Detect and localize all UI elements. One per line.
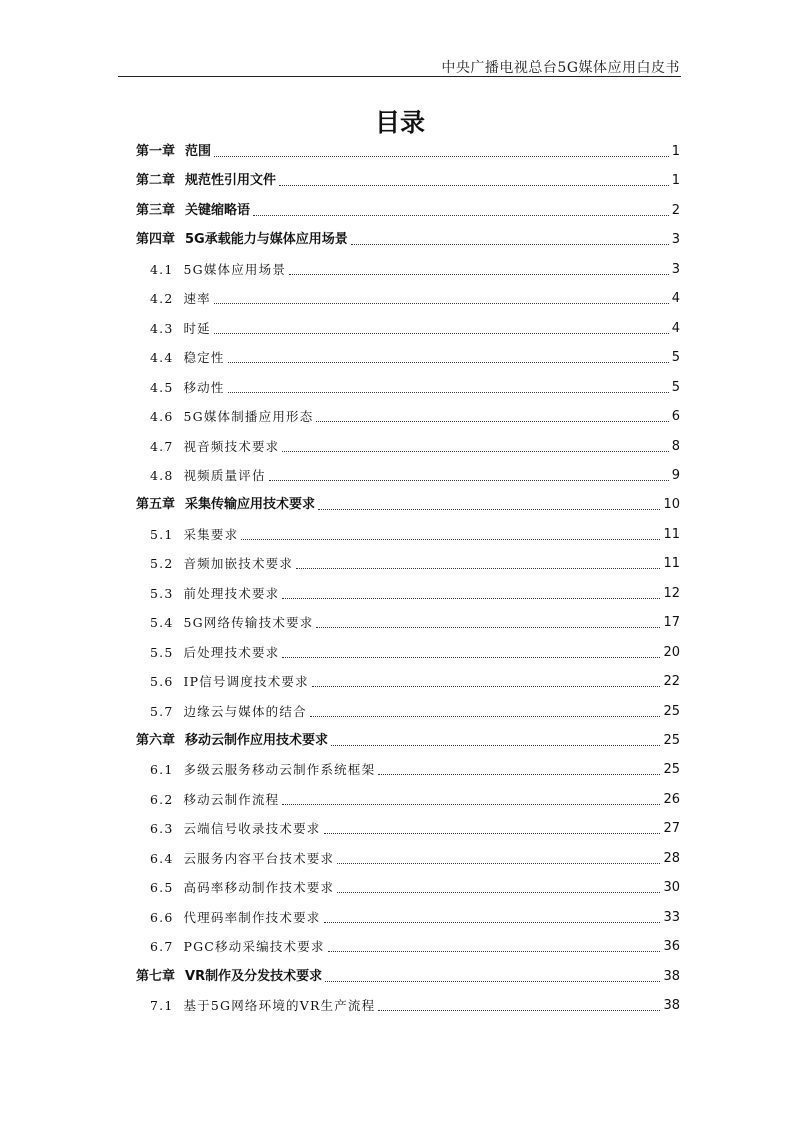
dot-leader xyxy=(289,274,669,275)
toc-entry-label: 视音频技术要求 xyxy=(183,438,280,454)
toc-entry-number: 4.6 xyxy=(150,409,174,425)
toc-entry[interactable] xyxy=(150,376,680,396)
toc-entry-page: 1 xyxy=(671,173,680,189)
toc-entry-page: 30 xyxy=(663,880,680,896)
toc-entry-page: 2 xyxy=(671,202,680,218)
toc-entry-number: 第三章 xyxy=(136,202,176,218)
toc-entry-label: 速率 xyxy=(183,291,211,307)
dot-leader xyxy=(324,922,661,923)
toc-entry-number: 5.3 xyxy=(150,585,174,601)
toc-entry-label: 多级云服务移动云制作系统框架 xyxy=(183,762,376,778)
toc-entry-label: PGC移动采编技术要求 xyxy=(183,939,325,955)
toc-entry-number: 4.5 xyxy=(150,379,174,395)
toc-entry-number: 6.5 xyxy=(150,880,174,896)
dot-leader xyxy=(325,981,660,982)
dot-leader xyxy=(328,951,661,952)
toc-entry[interactable] xyxy=(150,464,680,484)
toc-entry-label: 5G媒体应用场景 xyxy=(183,261,287,277)
toc-entry-label: 移动性 xyxy=(183,379,225,395)
toc-entry-page: 11 xyxy=(663,526,680,542)
toc-entry-number: 5.6 xyxy=(150,674,174,690)
dot-leader xyxy=(316,421,668,422)
toc-entry[interactable] xyxy=(150,788,680,808)
toc-entry[interactable] xyxy=(136,729,680,749)
toc-entry-label: 音频加嵌技术要求 xyxy=(183,556,294,572)
toc-entry[interactable] xyxy=(150,435,680,455)
toc-entry-number: 7.1 xyxy=(150,998,174,1014)
toc-entry-page: 36 xyxy=(663,939,680,955)
toc-entry-label: 视频质量评估 xyxy=(183,467,266,483)
toc-entry-number: 第二章 xyxy=(136,173,176,189)
toc-entry-page: 5 xyxy=(671,379,680,395)
toc-entry-number: 5.4 xyxy=(150,615,174,631)
toc-entry-page: 25 xyxy=(663,703,680,719)
dot-leader xyxy=(296,568,660,569)
toc-entry[interactable] xyxy=(150,346,680,366)
toc-entry-label: 基于5G网络环境的VR生产流程 xyxy=(183,998,376,1014)
toc-entry-page: 20 xyxy=(663,644,680,660)
toc-entry[interactable] xyxy=(150,670,680,690)
toc-entry-page: 10 xyxy=(663,497,680,513)
toc-entry-number: 4.8 xyxy=(150,467,174,483)
dot-leader xyxy=(282,804,660,805)
toc-entry-label: 规范性引用文件 xyxy=(185,173,277,189)
toc-entry-page: 5 xyxy=(671,350,680,366)
toc-entry-page: 4 xyxy=(671,320,680,336)
toc-entry-page: 12 xyxy=(663,585,680,601)
toc-entry-page: 22 xyxy=(663,674,680,690)
toc-entry[interactable] xyxy=(150,405,680,425)
toc-entry-page: 6 xyxy=(671,409,680,425)
toc-entry-number: 6.4 xyxy=(150,850,174,866)
toc-entry-label: VR制作及分发技术要求 xyxy=(185,968,323,984)
toc-entry-number: 第一章 xyxy=(136,144,176,159)
dot-leader xyxy=(331,745,660,746)
dot-leader xyxy=(318,509,660,510)
toc-entry[interactable] xyxy=(150,582,680,602)
toc-entry-label: 云端信号收录技术要求 xyxy=(183,821,321,837)
dot-leader xyxy=(228,392,669,393)
toc-entry-number: 第六章 xyxy=(136,733,176,748)
toc-entry-number: 4.4 xyxy=(150,350,174,366)
dot-leader xyxy=(241,539,660,540)
toc-entry-page: 4 xyxy=(671,291,680,307)
toc-entry-page: 33 xyxy=(663,909,680,925)
toc-entry-number: 4.2 xyxy=(150,291,174,307)
toc-entry-label: 关键缩略语 xyxy=(185,202,251,218)
toc-entry-label: IP信号调度技术要求 xyxy=(183,674,309,690)
toc-entry[interactable] xyxy=(150,758,680,778)
dot-leader xyxy=(351,244,669,245)
dot-leader xyxy=(378,774,660,775)
dot-leader xyxy=(337,863,660,864)
toc-entry-number: 4.7 xyxy=(150,438,174,454)
toc-entry-label: 采集传输应用技术要求 xyxy=(185,497,316,513)
dot-leader xyxy=(282,451,668,452)
toc-entry-page: 38 xyxy=(663,968,680,984)
toc-entry-number: 6.1 xyxy=(150,762,174,778)
toc-entry-number: 6.7 xyxy=(150,939,174,955)
toc-entry[interactable] xyxy=(150,876,680,896)
toc-entry-page: 9 xyxy=(671,467,680,483)
dot-leader xyxy=(279,185,669,186)
toc-entry-page: 8 xyxy=(671,438,680,454)
dot-leader xyxy=(269,480,669,481)
toc-entry-page: 26 xyxy=(663,791,680,807)
toc-entry[interactable] xyxy=(150,552,680,572)
dot-leader xyxy=(282,598,660,599)
toc-entry-number: 5.5 xyxy=(150,644,174,660)
toc-entry-page: 25 xyxy=(663,762,680,778)
toc-entry[interactable] xyxy=(150,641,680,661)
toc-entry-label: 移动云制作应用技术要求 xyxy=(185,733,329,748)
dot-leader xyxy=(310,716,661,717)
toc-entry[interactable] xyxy=(136,199,680,219)
toc-entry-page: 25 xyxy=(663,733,680,748)
running-header: 中央广播电视总台5G媒体应用白皮书 xyxy=(441,60,680,76)
toc-entry[interactable] xyxy=(136,169,680,189)
toc-entry-page: 3 xyxy=(671,261,680,277)
toc-entry-label: 前处理技术要求 xyxy=(183,585,280,601)
toc-entry-label: 采集要求 xyxy=(183,526,239,542)
toc-entry-label: 稳定性 xyxy=(183,350,225,366)
toc-entry-number: 6.2 xyxy=(150,791,174,807)
dot-leader xyxy=(378,1010,660,1011)
toc-entry-label: 5G网络传输技术要求 xyxy=(183,615,314,631)
toc-entry[interactable] xyxy=(150,258,680,278)
toc-entry[interactable] xyxy=(150,611,680,631)
dot-leader xyxy=(316,627,660,628)
toc-entry-label: 范围 xyxy=(185,144,212,159)
toc-entry[interactable] xyxy=(150,287,680,307)
toc-entry-label: 5G媒体制播应用形态 xyxy=(183,409,314,425)
toc-entry-label: 边缘云与媒体的结合 xyxy=(183,703,307,719)
toc-entry[interactable] xyxy=(136,140,680,160)
dot-leader xyxy=(337,892,660,893)
toc-entry-label: 5G承载能力与媒体应用场景 xyxy=(185,232,348,248)
toc-entry-label: 移动云制作流程 xyxy=(183,791,280,807)
toc-entry-label: 后处理技术要求 xyxy=(183,644,280,660)
toc-entry[interactable] xyxy=(150,935,680,955)
dot-leader xyxy=(214,303,669,304)
toc-entry[interactable] xyxy=(136,493,680,513)
toc-entry[interactable] xyxy=(150,523,680,543)
dot-leader xyxy=(214,333,669,334)
dot-leader xyxy=(253,215,669,216)
toc-entry-number: 5.7 xyxy=(150,703,174,719)
toc-entry[interactable] xyxy=(150,847,680,867)
toc-entry-page: 28 xyxy=(663,850,680,866)
toc-entry-label: 代理码率制作技术要求 xyxy=(183,909,321,925)
toc-entry-page: 27 xyxy=(663,821,680,837)
toc-entry[interactable] xyxy=(136,228,680,248)
toc-entry-number: 第四章 xyxy=(136,232,176,248)
toc-entry[interactable] xyxy=(150,700,680,720)
toc-entry-label: 高码率移动制作技术要求 xyxy=(183,880,335,896)
toc-entry-number: 4.1 xyxy=(150,261,174,277)
toc-entry-page: 3 xyxy=(671,232,680,248)
toc-entry-page: 11 xyxy=(663,556,680,572)
toc-entry-number: 第五章 xyxy=(136,497,176,513)
toc-entry[interactable] xyxy=(150,994,680,1014)
dot-leader xyxy=(312,686,661,687)
toc-entry[interactable] xyxy=(150,317,680,337)
toc-entry-number: 5.1 xyxy=(150,526,174,542)
toc-entry[interactable] xyxy=(150,817,680,837)
toc-entry-number: 6.3 xyxy=(150,821,174,837)
toc-entry-number: 4.3 xyxy=(150,320,174,336)
toc-entry[interactable] xyxy=(136,965,680,985)
toc-entry-number: 5.2 xyxy=(150,556,174,572)
dot-leader xyxy=(324,833,661,834)
toc-entry-number: 6.6 xyxy=(150,909,174,925)
dot-leader xyxy=(282,657,660,658)
page-title: 目录 xyxy=(374,108,425,137)
toc-entry-label: 云服务内容平台技术要求 xyxy=(183,850,335,866)
toc-entry-label: 时延 xyxy=(183,320,211,336)
toc-entry-number: 第七章 xyxy=(136,968,176,984)
dot-leader xyxy=(214,156,669,157)
dot-leader xyxy=(228,362,669,363)
toc-entry-page: 17 xyxy=(663,615,680,631)
toc-entry-page: 1 xyxy=(671,144,680,159)
toc-entry-page: 38 xyxy=(663,998,680,1014)
toc-entry[interactable] xyxy=(150,906,680,926)
